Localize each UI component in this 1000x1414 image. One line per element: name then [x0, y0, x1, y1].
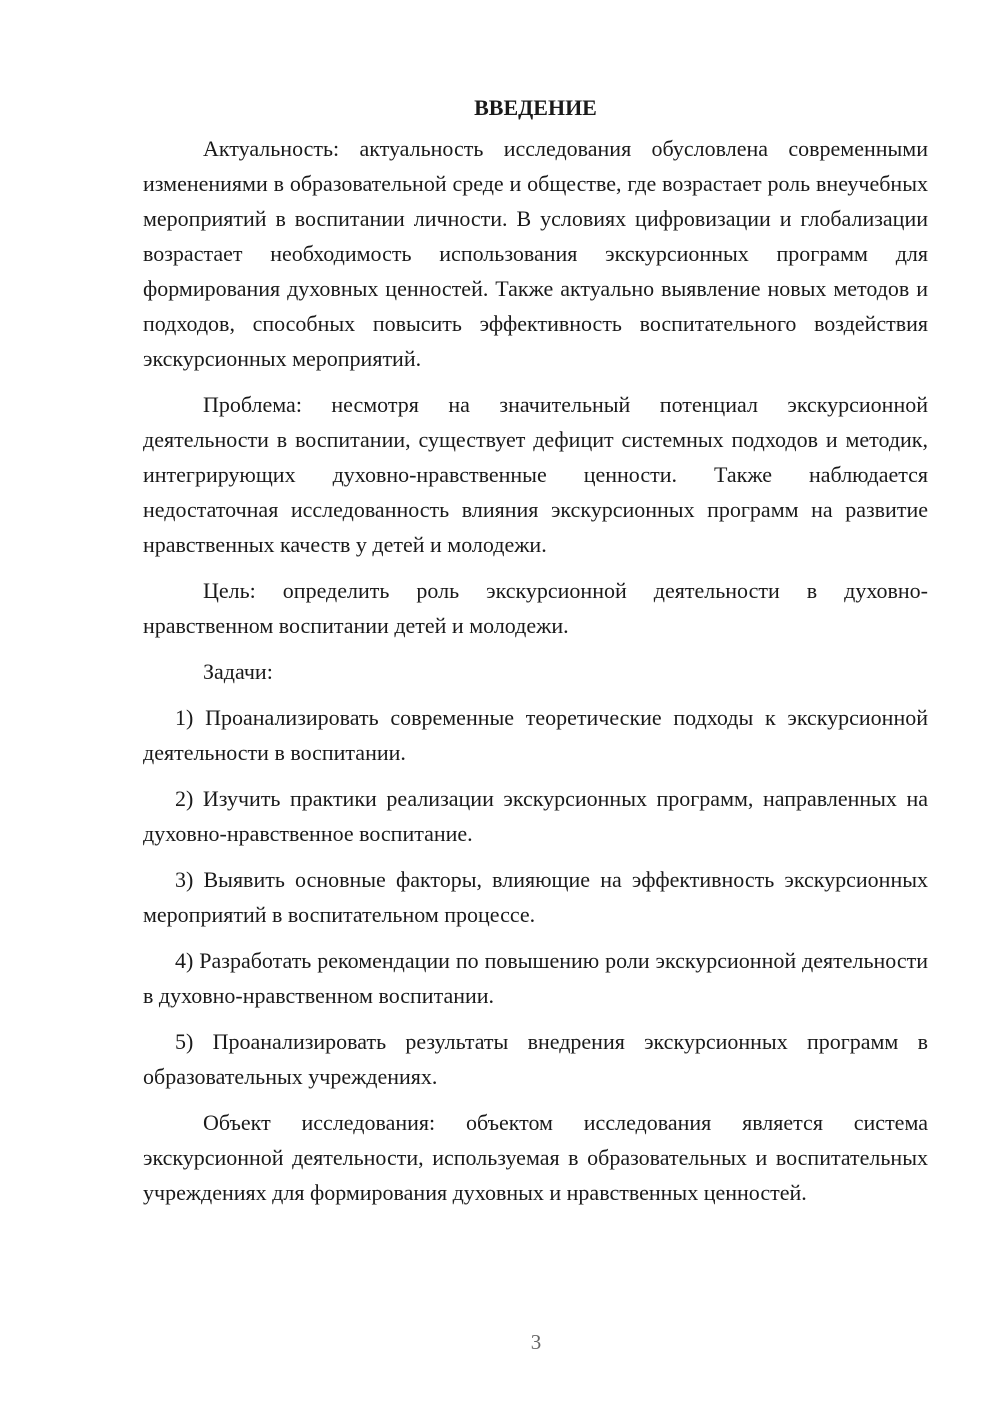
page-number: 3 [530, 1330, 542, 1354]
task-item-3: 3) Выявить основные факторы, влияющие на эффективность экскурсионных мероприятий в воспитательном процессе. [143, 867, 928, 927]
task-item-4: 4) Разработать рекомендации по повышению роли экскурсионной деятельности в духовно-нравственном воспитании. [143, 948, 928, 1008]
object-paragraph: Объект исследования: объектом исследования является система экскурсионной деятельности, используемая в образовательных и воспитательных учреждениях для формирования духовных и нравственных ценностей. [143, 1110, 928, 1205]
task-item-5: 5) Проанализировать результаты внедрения экскурсионных программ в образовательных учреждениях. [143, 1029, 928, 1089]
tasks-list [143, 700, 928, 1094]
section-heading: ВВЕДЕНИЕ [474, 95, 597, 120]
tasks-label: Задачи: [203, 659, 273, 684]
relevance-paragraph: Актуальность: актуальность исследования обусловлена современными изменениями в образовательной среде и обществе, где возрастает роль внеучебных мероприятий в воспитании личности. В условиях цифровизации и глобализации возрастает необходимость использования экскурсионных программ для формирования духовных ценностей. Также актуально выявление новых методов и подходов, способных повысить эффективность воспитательного воздействия экскурсионных мероприятий. [143, 136, 928, 371]
page-content [143, 90, 928, 1221]
task-item-1: 1) Проанализировать современные теоретические подходы к экскурсионной деятельности в воспитании. [143, 705, 928, 765]
task-item-2: 2) Изучить практики реализации экскурсионных программ, направленных на духовно-нравственное воспитание. [143, 786, 928, 846]
goal-paragraph: Цель: определить роль экскурсионной деятельности в духовно-нравственном воспитании детей и молодежи. [143, 578, 928, 638]
problem-paragraph: Проблема: несмотря на значительный потенциал экскурсионной деятельности в воспитании, существует дефицит системных подходов и методик, интегрирующих духовно-нравственные ценности. Также наблюдается недостаточная исследованность влияния экскурсионных программ на развитие нравственных качеств у детей и молодежи. [143, 392, 928, 557]
